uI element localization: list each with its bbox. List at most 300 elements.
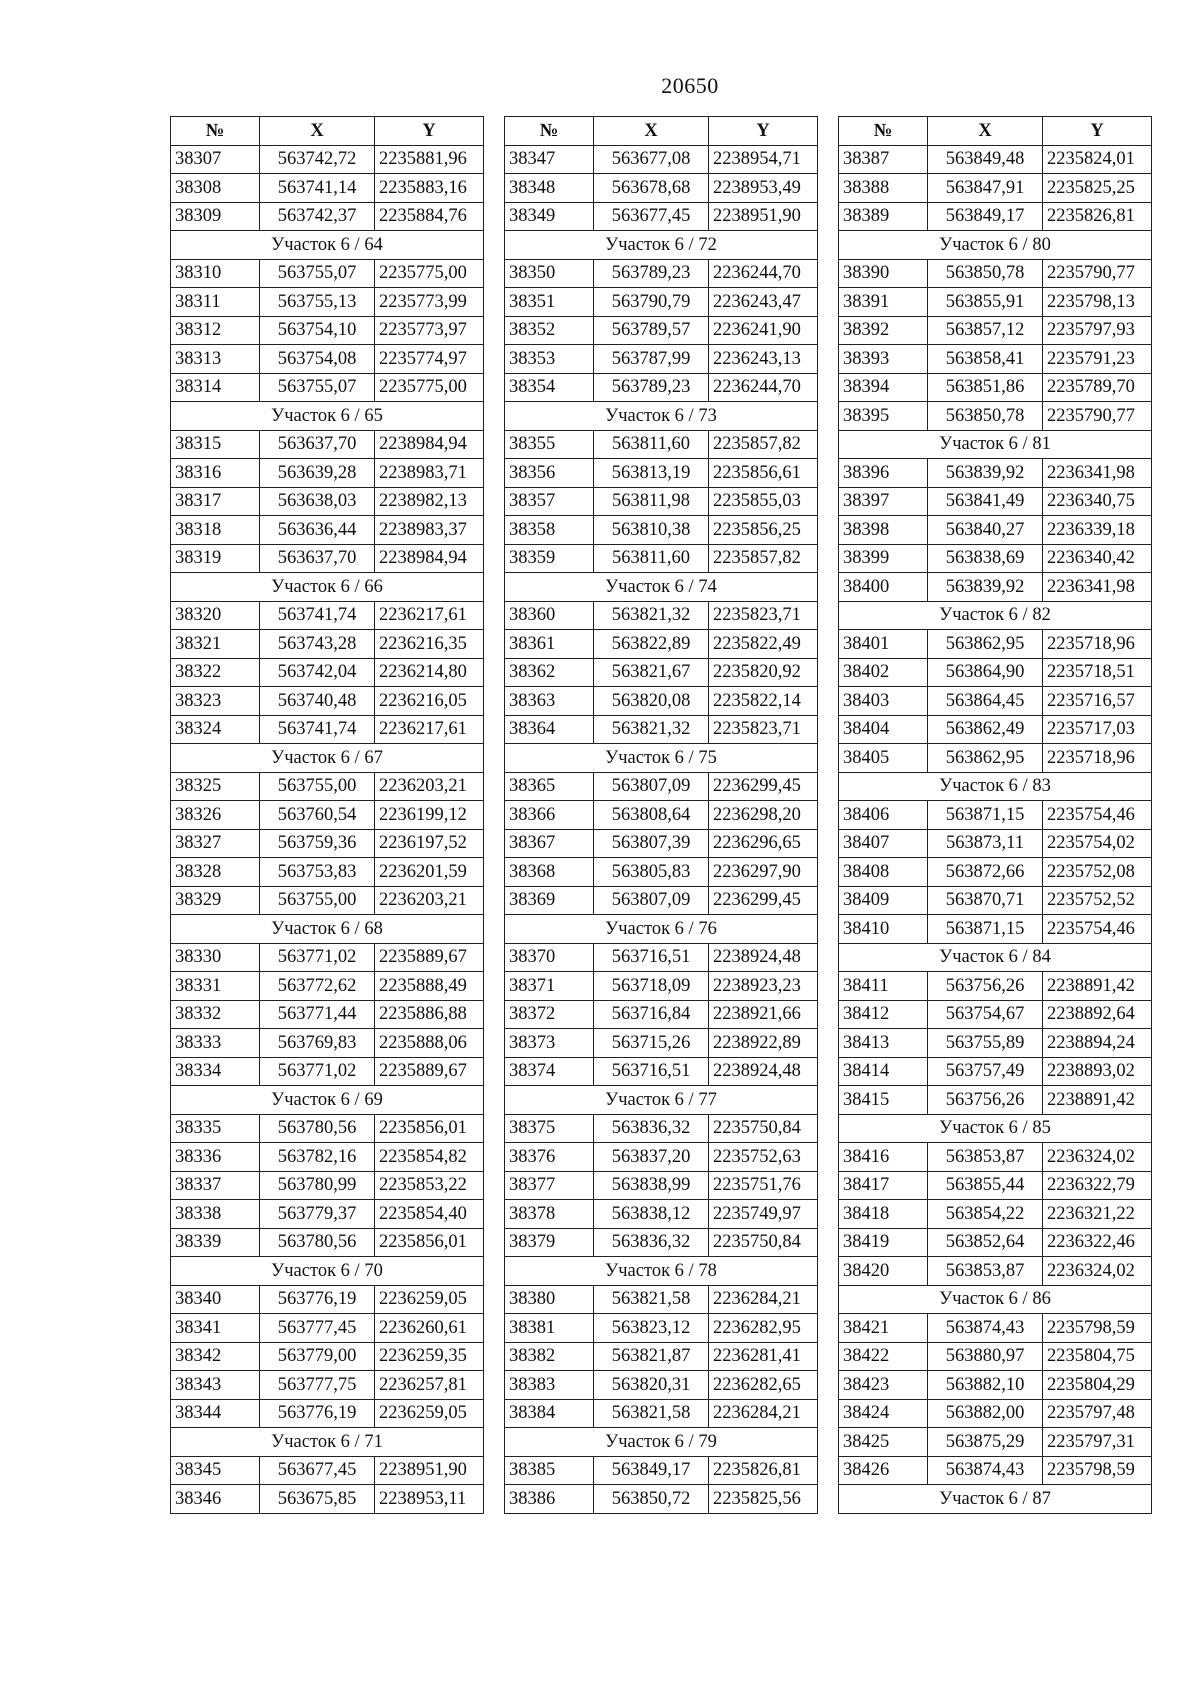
x-coordinate-cell: 563637,70 — [260, 544, 375, 573]
y-coordinate-cell: 2235797,31 — [1043, 1428, 1152, 1457]
header-y: Y — [375, 117, 484, 146]
y-coordinate-cell: 2235883,16 — [375, 174, 484, 203]
y-coordinate-cell: 2235797,48 — [1043, 1399, 1152, 1428]
table-row — [505, 687, 818, 716]
section-title: Участок 6 / 83 — [839, 772, 1152, 801]
point-number-cell: 38317 — [171, 487, 260, 516]
point-number-cell: 38414 — [839, 1057, 928, 1086]
point-number-cell: 38375 — [505, 1114, 594, 1143]
y-coordinate-cell: 2236217,61 — [375, 715, 484, 744]
table-row — [171, 174, 484, 203]
section-title: Участок 6 / 66 — [171, 573, 484, 602]
point-number-cell: 38383 — [505, 1371, 594, 1400]
table-row — [839, 202, 1152, 231]
x-coordinate-cell: 563782,16 — [260, 1143, 375, 1172]
y-coordinate-cell: 2236296,65 — [709, 829, 818, 858]
table-row — [839, 1428, 1152, 1457]
x-coordinate-cell: 563849,48 — [928, 145, 1043, 174]
point-number-cell: 38361 — [505, 630, 594, 659]
x-coordinate-cell: 563742,04 — [260, 658, 375, 687]
table-row — [505, 430, 818, 459]
x-coordinate-cell: 563715,26 — [594, 1029, 709, 1058]
point-number-cell: 38408 — [839, 858, 928, 887]
y-coordinate-cell: 2236243,47 — [709, 288, 818, 317]
table-row — [839, 516, 1152, 545]
y-coordinate-cell: 2236199,12 — [375, 801, 484, 830]
page-number: 20650 — [661, 73, 719, 98]
point-number-cell: 38398 — [839, 516, 928, 545]
header-x: X — [928, 117, 1043, 146]
table-row — [171, 658, 484, 687]
table-row — [505, 1285, 818, 1314]
x-coordinate-cell: 563839,92 — [928, 459, 1043, 488]
y-coordinate-cell: 2238953,11 — [375, 1485, 484, 1514]
point-number-cell: 38333 — [171, 1029, 260, 1058]
point-number-cell: 38352 — [505, 316, 594, 345]
y-coordinate-cell: 2238982,13 — [375, 487, 484, 516]
point-number-cell: 38347 — [505, 145, 594, 174]
y-coordinate-cell: 2238923,23 — [709, 972, 818, 1001]
section-title: Участок 6 / 65 — [171, 402, 484, 431]
x-coordinate-cell: 563779,00 — [260, 1342, 375, 1371]
y-coordinate-cell: 2235884,76 — [375, 202, 484, 231]
table-row — [505, 459, 818, 488]
x-coordinate-cell: 563677,45 — [594, 202, 709, 231]
y-coordinate-cell: 2235822,49 — [709, 630, 818, 659]
y-coordinate-cell: 2236243,13 — [709, 345, 818, 374]
x-coordinate-cell: 563851,86 — [928, 373, 1043, 402]
x-coordinate-cell: 563874,43 — [928, 1314, 1043, 1343]
x-coordinate-cell: 563790,79 — [594, 288, 709, 317]
y-coordinate-cell: 2235888,06 — [375, 1029, 484, 1058]
x-coordinate-cell: 563805,83 — [594, 858, 709, 887]
point-number-cell: 38405 — [839, 744, 928, 773]
x-coordinate-cell: 563771,02 — [260, 1057, 375, 1086]
y-coordinate-cell: 2236244,70 — [709, 373, 818, 402]
x-coordinate-cell: 563777,75 — [260, 1371, 375, 1400]
section-title: Участок 6 / 87 — [839, 1485, 1152, 1514]
y-coordinate-cell: 2235826,81 — [1043, 202, 1152, 231]
x-coordinate-cell: 563807,39 — [594, 829, 709, 858]
section-title: Участок 6 / 79 — [505, 1428, 818, 1457]
x-coordinate-cell: 563840,27 — [928, 516, 1043, 545]
table-row — [839, 1257, 1152, 1286]
x-coordinate-cell: 563808,64 — [594, 801, 709, 830]
x-coordinate-cell: 563862,95 — [928, 630, 1043, 659]
x-coordinate-cell: 563754,10 — [260, 316, 375, 345]
x-coordinate-cell: 563637,70 — [260, 430, 375, 459]
point-number-cell: 38376 — [505, 1143, 594, 1172]
table-row — [505, 1200, 818, 1229]
point-number-cell: 38349 — [505, 202, 594, 231]
section-heading-row — [505, 402, 818, 431]
x-coordinate-cell: 563821,58 — [594, 1399, 709, 1428]
x-coordinate-cell: 563678,68 — [594, 174, 709, 203]
y-coordinate-cell: 2235820,92 — [709, 658, 818, 687]
point-number-cell: 38354 — [505, 373, 594, 402]
table-row — [171, 459, 484, 488]
point-number-cell: 38379 — [505, 1228, 594, 1257]
y-coordinate-cell: 2235797,93 — [1043, 316, 1152, 345]
table-row — [505, 1114, 818, 1143]
y-coordinate-cell: 2236341,98 — [1043, 573, 1152, 602]
table-row — [839, 487, 1152, 516]
section-heading-row — [839, 943, 1152, 972]
table-row — [171, 972, 484, 1001]
table-row — [839, 345, 1152, 374]
point-number-cell: 38335 — [171, 1114, 260, 1143]
y-coordinate-cell: 2236203,21 — [375, 886, 484, 915]
y-coordinate-cell: 2235856,01 — [375, 1114, 484, 1143]
y-coordinate-cell: 2236216,35 — [375, 630, 484, 659]
point-number-cell: 38369 — [505, 886, 594, 915]
point-number-cell: 38316 — [171, 459, 260, 488]
x-coordinate-cell: 563820,31 — [594, 1371, 709, 1400]
x-coordinate-cell: 563789,57 — [594, 316, 709, 345]
header-number: № — [839, 117, 928, 146]
table-row — [171, 1143, 484, 1172]
point-number-cell: 38318 — [171, 516, 260, 545]
table-row — [171, 1456, 484, 1485]
y-coordinate-cell: 2236244,70 — [709, 259, 818, 288]
table-row — [171, 1029, 484, 1058]
x-coordinate-cell: 563755,89 — [928, 1029, 1043, 1058]
table-header-row — [505, 117, 818, 146]
x-coordinate-cell: 563854,22 — [928, 1200, 1043, 1229]
y-coordinate-cell: 2235825,25 — [1043, 174, 1152, 203]
point-number-cell: 38380 — [505, 1285, 594, 1314]
table-row — [839, 316, 1152, 345]
point-number-cell: 38411 — [839, 972, 928, 1001]
table-row — [839, 915, 1152, 944]
point-number-cell: 38311 — [171, 288, 260, 317]
table-row — [839, 1171, 1152, 1200]
x-coordinate-cell: 563743,28 — [260, 630, 375, 659]
point-number-cell: 38355 — [505, 430, 594, 459]
x-coordinate-cell: 563807,09 — [594, 772, 709, 801]
y-coordinate-cell: 2236197,52 — [375, 829, 484, 858]
y-coordinate-cell: 2236260,61 — [375, 1314, 484, 1343]
y-coordinate-cell: 2236241,90 — [709, 316, 818, 345]
x-coordinate-cell: 563821,32 — [594, 601, 709, 630]
section-heading-row — [171, 1257, 484, 1286]
section-title: Участок 6 / 67 — [171, 744, 484, 773]
point-number-cell: 38386 — [505, 1485, 594, 1514]
section-heading-row — [171, 915, 484, 944]
point-number-cell: 38388 — [839, 174, 928, 203]
table-row — [171, 772, 484, 801]
point-number-cell: 38345 — [171, 1456, 260, 1485]
table-row — [839, 145, 1152, 174]
table-row — [505, 288, 818, 317]
table-row — [505, 1342, 818, 1371]
table-row — [171, 145, 484, 174]
y-coordinate-cell: 2235855,03 — [709, 487, 818, 516]
y-coordinate-cell: 2238924,48 — [709, 943, 818, 972]
x-coordinate-cell: 563850,72 — [594, 1485, 709, 1514]
y-coordinate-cell: 2235752,52 — [1043, 886, 1152, 915]
x-coordinate-cell: 563838,69 — [928, 544, 1043, 573]
table-row — [839, 1314, 1152, 1343]
table-row — [505, 202, 818, 231]
x-coordinate-cell: 563754,08 — [260, 345, 375, 374]
table-row — [505, 630, 818, 659]
table-row — [171, 1485, 484, 1514]
y-coordinate-cell: 2235823,71 — [709, 601, 818, 630]
table-row — [505, 829, 818, 858]
y-coordinate-cell: 2235798,13 — [1043, 288, 1152, 317]
y-coordinate-cell: 2235750,84 — [709, 1228, 818, 1257]
point-number-cell: 38309 — [171, 202, 260, 231]
table-row — [171, 288, 484, 317]
x-coordinate-cell: 563850,78 — [928, 402, 1043, 431]
coordinates-table-middle — [504, 116, 818, 1514]
table-row — [505, 772, 818, 801]
point-number-cell: 38404 — [839, 715, 928, 744]
y-coordinate-cell: 2236324,02 — [1043, 1143, 1152, 1172]
y-coordinate-cell: 2236216,05 — [375, 687, 484, 716]
section-heading-row — [171, 402, 484, 431]
x-coordinate-cell: 563789,23 — [594, 259, 709, 288]
table-row — [839, 715, 1152, 744]
table-row — [171, 630, 484, 659]
x-coordinate-cell: 563757,49 — [928, 1057, 1043, 1086]
point-number-cell: 38394 — [839, 373, 928, 402]
section-title: Участок 6 / 76 — [505, 915, 818, 944]
x-coordinate-cell: 563755,07 — [260, 373, 375, 402]
x-coordinate-cell: 563847,91 — [928, 174, 1043, 203]
y-coordinate-cell: 2238983,71 — [375, 459, 484, 488]
point-number-cell: 38413 — [839, 1029, 928, 1058]
x-coordinate-cell: 563787,99 — [594, 345, 709, 374]
point-number-cell: 38378 — [505, 1200, 594, 1229]
point-number-cell: 38331 — [171, 972, 260, 1001]
point-number-cell: 38390 — [839, 259, 928, 288]
x-coordinate-cell: 563858,41 — [928, 345, 1043, 374]
y-coordinate-cell: 2236201,59 — [375, 858, 484, 887]
section-title: Участок 6 / 82 — [839, 601, 1152, 630]
point-number-cell: 38412 — [839, 1000, 928, 1029]
table-row — [505, 1057, 818, 1086]
table-row — [171, 1000, 484, 1029]
x-coordinate-cell: 563852,64 — [928, 1228, 1043, 1257]
point-number-cell: 38357 — [505, 487, 594, 516]
x-coordinate-cell: 563789,23 — [594, 373, 709, 402]
y-coordinate-cell: 2238891,42 — [1043, 972, 1152, 1001]
section-title: Участок 6 / 74 — [505, 573, 818, 602]
y-coordinate-cell: 2235888,49 — [375, 972, 484, 1001]
point-number-cell: 38426 — [839, 1456, 928, 1485]
table-row — [505, 658, 818, 687]
x-coordinate-cell: 563741,74 — [260, 715, 375, 744]
y-coordinate-cell: 2235856,61 — [709, 459, 818, 488]
y-coordinate-cell: 2236339,18 — [1043, 516, 1152, 545]
table-row — [171, 345, 484, 374]
section-title: Участок 6 / 68 — [171, 915, 484, 944]
header-y: Y — [1043, 117, 1152, 146]
section-heading-row — [839, 1285, 1152, 1314]
point-number-cell: 38351 — [505, 288, 594, 317]
x-coordinate-cell: 563716,51 — [594, 1057, 709, 1086]
table-row — [505, 259, 818, 288]
x-coordinate-cell: 563874,43 — [928, 1456, 1043, 1485]
point-number-cell: 38423 — [839, 1371, 928, 1400]
section-heading-row — [171, 231, 484, 260]
point-number-cell: 38370 — [505, 943, 594, 972]
y-coordinate-cell: 2236299,45 — [709, 886, 818, 915]
point-number-cell: 38367 — [505, 829, 594, 858]
x-coordinate-cell: 563753,83 — [260, 858, 375, 887]
x-coordinate-cell: 563821,87 — [594, 1342, 709, 1371]
x-coordinate-cell: 563716,51 — [594, 943, 709, 972]
table-row — [505, 487, 818, 516]
point-number-cell: 38327 — [171, 829, 260, 858]
point-number-cell: 38397 — [839, 487, 928, 516]
point-number-cell: 38322 — [171, 658, 260, 687]
y-coordinate-cell: 2235751,76 — [709, 1171, 818, 1200]
x-coordinate-cell: 563880,97 — [928, 1342, 1043, 1371]
x-coordinate-cell: 563780,56 — [260, 1114, 375, 1143]
section-title: Участок 6 / 71 — [171, 1428, 484, 1457]
point-number-cell: 38374 — [505, 1057, 594, 1086]
y-coordinate-cell: 2235775,00 — [375, 259, 484, 288]
table-row — [171, 1057, 484, 1086]
x-coordinate-cell: 563811,60 — [594, 430, 709, 459]
x-coordinate-cell: 563838,99 — [594, 1171, 709, 1200]
y-coordinate-cell: 2236284,21 — [709, 1285, 818, 1314]
point-number-cell: 38308 — [171, 174, 260, 203]
y-coordinate-cell: 2236281,41 — [709, 1342, 818, 1371]
point-number-cell: 38407 — [839, 829, 928, 858]
table-row — [505, 943, 818, 972]
y-coordinate-cell: 2235854,40 — [375, 1200, 484, 1229]
y-coordinate-cell: 2236298,20 — [709, 801, 818, 830]
x-coordinate-cell: 563677,45 — [260, 1456, 375, 1485]
y-coordinate-cell: 2235886,88 — [375, 1000, 484, 1029]
point-number-cell: 38401 — [839, 630, 928, 659]
point-number-cell: 38416 — [839, 1143, 928, 1172]
table-row — [839, 1143, 1152, 1172]
y-coordinate-cell: 2238893,02 — [1043, 1057, 1152, 1086]
y-coordinate-cell: 2236341,98 — [1043, 459, 1152, 488]
point-number-cell: 38315 — [171, 430, 260, 459]
x-coordinate-cell: 563760,54 — [260, 801, 375, 830]
point-number-cell: 38356 — [505, 459, 594, 488]
point-number-cell: 38424 — [839, 1399, 928, 1428]
section-title: Участок 6 / 85 — [839, 1114, 1152, 1143]
x-coordinate-cell: 563849,17 — [928, 202, 1043, 231]
table-row — [171, 430, 484, 459]
section-title: Участок 6 / 75 — [505, 744, 818, 773]
x-coordinate-cell: 563811,98 — [594, 487, 709, 516]
y-coordinate-cell: 2235775,00 — [375, 373, 484, 402]
table-row — [171, 1114, 484, 1143]
table-row — [171, 943, 484, 972]
y-coordinate-cell: 2236282,95 — [709, 1314, 818, 1343]
section-title: Участок 6 / 86 — [839, 1285, 1152, 1314]
x-coordinate-cell: 563636,44 — [260, 516, 375, 545]
point-number-cell: 38396 — [839, 459, 928, 488]
section-title: Участок 6 / 69 — [171, 1086, 484, 1115]
point-number-cell: 38337 — [171, 1171, 260, 1200]
x-coordinate-cell: 563839,92 — [928, 573, 1043, 602]
section-title: Участок 6 / 73 — [505, 402, 818, 431]
x-coordinate-cell: 563855,44 — [928, 1171, 1043, 1200]
coordinates-table-right — [838, 116, 1152, 1514]
point-number-cell: 38323 — [171, 687, 260, 716]
table-row — [839, 1029, 1152, 1058]
table-row — [839, 373, 1152, 402]
point-number-cell: 38314 — [171, 373, 260, 402]
section-title: Участок 6 / 72 — [505, 231, 818, 260]
y-coordinate-cell: 2236321,22 — [1043, 1200, 1152, 1229]
header-x: X — [260, 117, 375, 146]
point-number-cell: 38395 — [839, 402, 928, 431]
x-coordinate-cell: 563638,03 — [260, 487, 375, 516]
point-number-cell: 38328 — [171, 858, 260, 887]
y-coordinate-cell: 2238984,94 — [375, 430, 484, 459]
section-title: Участок 6 / 81 — [839, 430, 1152, 459]
section-heading-row — [171, 573, 484, 602]
point-number-cell: 38362 — [505, 658, 594, 687]
x-coordinate-cell: 563821,58 — [594, 1285, 709, 1314]
table-row — [505, 1000, 818, 1029]
y-coordinate-cell: 2236299,45 — [709, 772, 818, 801]
x-coordinate-cell: 563771,44 — [260, 1000, 375, 1029]
y-coordinate-cell: 2236217,61 — [375, 601, 484, 630]
y-coordinate-cell: 2235752,63 — [709, 1143, 818, 1172]
section-heading-row — [505, 915, 818, 944]
y-coordinate-cell: 2235889,67 — [375, 1057, 484, 1086]
table-row — [839, 288, 1152, 317]
y-coordinate-cell: 2235822,14 — [709, 687, 818, 716]
table-row — [505, 316, 818, 345]
y-coordinate-cell: 2235754,46 — [1043, 801, 1152, 830]
table-row — [839, 459, 1152, 488]
section-heading-row — [505, 1257, 818, 1286]
table-row — [171, 801, 484, 830]
point-number-cell: 38372 — [505, 1000, 594, 1029]
x-coordinate-cell: 563862,95 — [928, 744, 1043, 773]
point-number-cell: 38346 — [171, 1485, 260, 1514]
section-title: Участок 6 / 80 — [839, 231, 1152, 260]
point-number-cell: 38391 — [839, 288, 928, 317]
x-coordinate-cell: 563675,85 — [260, 1485, 375, 1514]
y-coordinate-cell: 2236282,65 — [709, 1371, 818, 1400]
point-number-cell: 38392 — [839, 316, 928, 345]
y-coordinate-cell: 2238951,90 — [375, 1456, 484, 1485]
point-number-cell: 38415 — [839, 1086, 928, 1115]
table-row — [839, 1000, 1152, 1029]
y-coordinate-cell: 2235857,82 — [709, 430, 818, 459]
y-coordinate-cell: 2235791,23 — [1043, 345, 1152, 374]
header-x: X — [594, 117, 709, 146]
y-coordinate-cell: 2235717,03 — [1043, 715, 1152, 744]
section-heading-row — [839, 1485, 1152, 1514]
x-coordinate-cell: 563871,15 — [928, 915, 1043, 944]
y-coordinate-cell: 2235750,84 — [709, 1114, 818, 1143]
y-coordinate-cell: 2236297,90 — [709, 858, 818, 887]
point-number-cell: 38359 — [505, 544, 594, 573]
table-row — [839, 259, 1152, 288]
table-row — [171, 373, 484, 402]
point-number-cell: 38336 — [171, 1143, 260, 1172]
table-row — [171, 1171, 484, 1200]
point-number-cell: 38400 — [839, 573, 928, 602]
point-number-cell: 38343 — [171, 1371, 260, 1400]
x-coordinate-cell: 563850,78 — [928, 259, 1043, 288]
table-row — [171, 487, 484, 516]
